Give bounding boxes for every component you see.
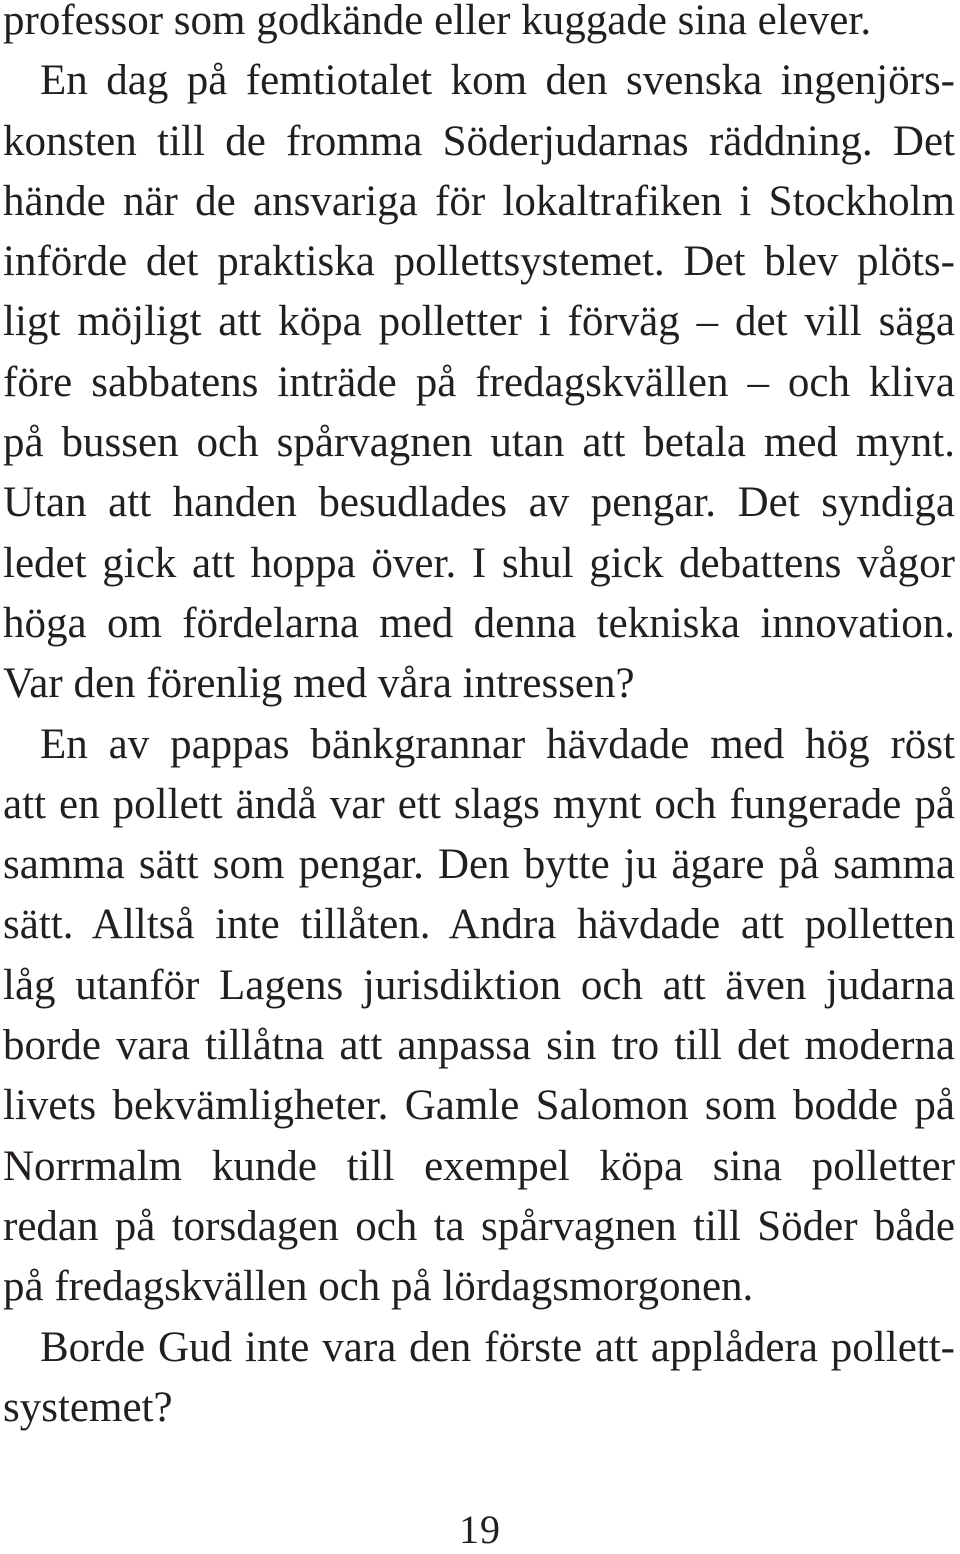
text-line: låg utanför Lagens jurisdiktion och att även judarna <box>3 961 955 1009</box>
text-line: före sabbatens inträde på fredagskvällen – och kliva <box>3 358 955 406</box>
text-line: samma sätt som pengar. Den bytte ju ägare på samma <box>3 841 955 889</box>
text-line: En av pappas bänkgrannar hävdade med hög röst <box>40 720 955 768</box>
text-line: redan på torsdagen och ta spårvagnen till Söder både <box>3 1202 955 1250</box>
text-line: hände när de ansvariga för lokaltrafiken i Stockholm <box>3 177 955 225</box>
text-line: ledet gick att hoppa över. I shul gick debattens vågor <box>3 539 955 587</box>
text-line: sätt. Alltså inte tillåten. Andra hävdade att polletten <box>3 901 955 949</box>
text-line: Var den förenlig med våra intressen? <box>3 660 635 708</box>
text-line: Borde Gud inte vara den förste att applådera pollett- <box>40 1323 955 1371</box>
text-line: på fredagskvällen och på lördagsmorgonen. <box>3 1263 754 1311</box>
text-line: på bussen och spårvagnen utan att betala med mynt. <box>3 419 955 467</box>
text-line: ligt möjligt att köpa polletter i förväg – det vill säga <box>3 298 955 346</box>
text-line: att en pollett ändå var ett slags mynt och fungerade på <box>3 780 955 828</box>
text-line: professor som godkände eller kuggade sina elever. <box>3 0 872 44</box>
text-line: höga om fördelarna med denna tekniska innovation. <box>3 599 955 647</box>
text-line: En dag på femtiotalet kom den svenska ingenjörs- <box>40 57 955 105</box>
text-line: livets bekvämligheter. Gamle Salomon som bodde på <box>3 1082 955 1130</box>
text-line: Norrmalm kunde till exempel köpa sina polletter <box>3 1142 955 1190</box>
text-line: borde vara tillåtna att anpassa sin tro till det moderna <box>3 1022 955 1070</box>
text-line: införde det praktiska pollettsystemet. Det blev plöts- <box>3 238 955 286</box>
text-line: Utan att handen besudlades av pengar. Det syndiga <box>3 479 955 527</box>
page-number: 19 <box>459 1507 501 1552</box>
text-line: systemet? <box>3 1383 173 1431</box>
text-line: konsten till de fromma Söderjudarnas räddning. Det <box>3 117 955 165</box>
body-text <box>3 0 955 1438</box>
